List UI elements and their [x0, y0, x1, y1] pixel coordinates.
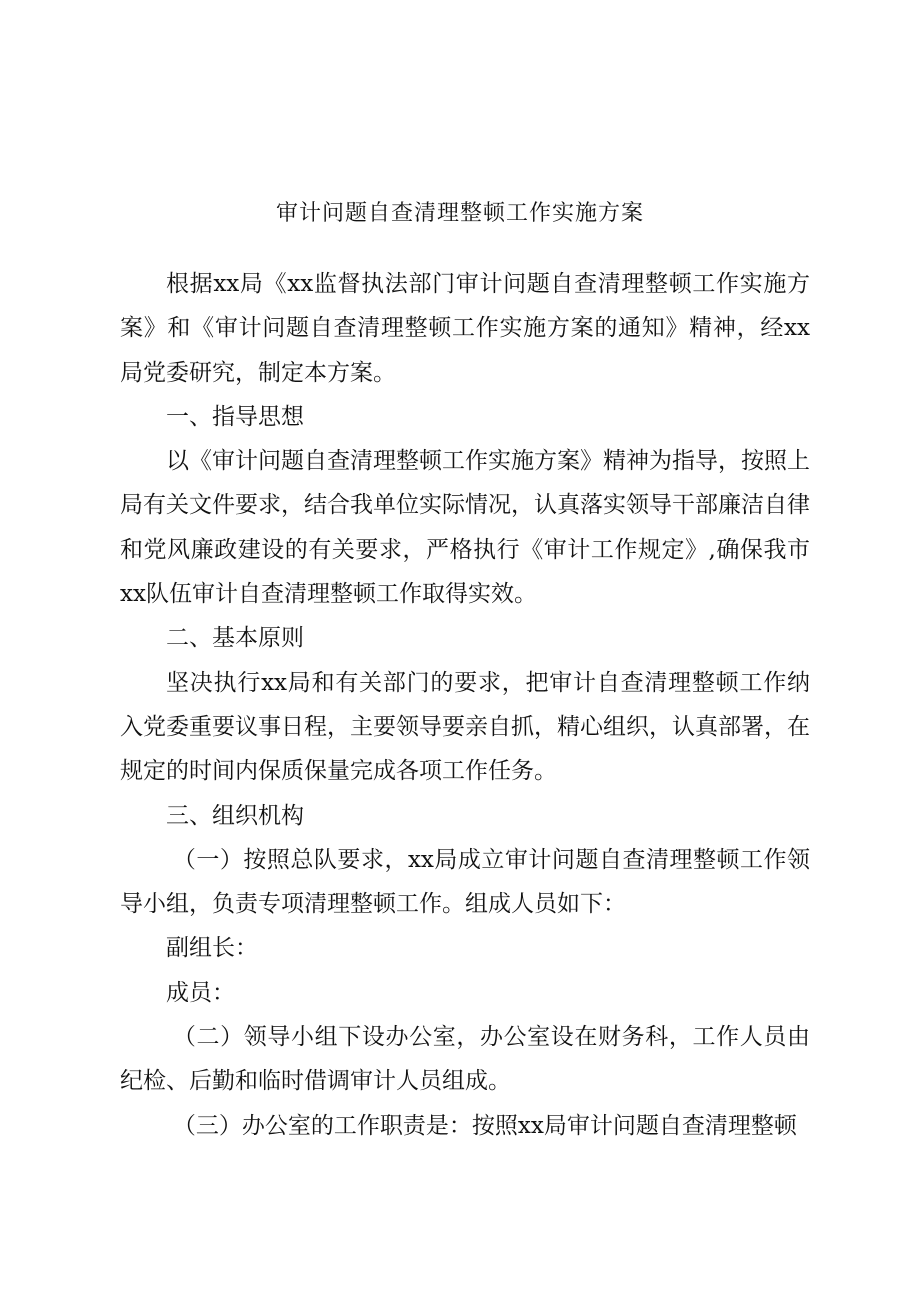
section-heading-basic-principles: 二、基本原则 — [166, 625, 304, 652]
organization-item-3: （三）办公室的工作职责是：按照xx局审计问题自查清理整顿 — [172, 1112, 797, 1139]
document-title: 审计问题自查清理整顿工作实施方案 — [275, 201, 644, 226]
deputy-leader-line: 副组长： — [166, 935, 258, 962]
basic-principles-paragraph: 坚决执行xx局和有关部门的要求，把审计自查清理整顿工作纳入党委重要议事日程，主要领导要亲自抓，精心组织，认真部署，在规定的时间内保质保量完成各项工作任务。 — [120, 669, 810, 785]
members-line: 成员： — [166, 979, 235, 1006]
intro-paragraph: 根据xx局《xx监督执法部门审计问题自查清理整顿工作实施方案》和《审计问题自查清理整顿工作实施方案的通知》精神，经xx局党委研究，制定本方案。 — [120, 271, 810, 386]
guiding-ideology-paragraph: 以《审计问题自查清理整顿工作实施方案》精神为指导，按照上局有关文件要求，结合我单位实际情况，认真落实领导干部廉洁自律和党风廉政建设的有关要求，严格执行《审计工作规定》,确保我市xx队伍审计自查清理整顿工作取得实效。 — [120, 448, 810, 608]
section-heading-organization: 三、组织机构 — [166, 802, 304, 829]
section-heading-guiding-ideology: 一、指导思想 — [166, 403, 304, 430]
organization-item-1: （一）按照总队要求，xx局成立审计问题自查清理整顿工作领导小组，负责专项清理整顿工作。组成人员如下： — [120, 846, 810, 918]
document-body — [120, 262, 810, 1148]
organization-item-2: （二）领导小组下设办公室，办公室设在财务科，工作人员由纪检、后勤和临时借调审计人员组成。 — [120, 1024, 810, 1095]
